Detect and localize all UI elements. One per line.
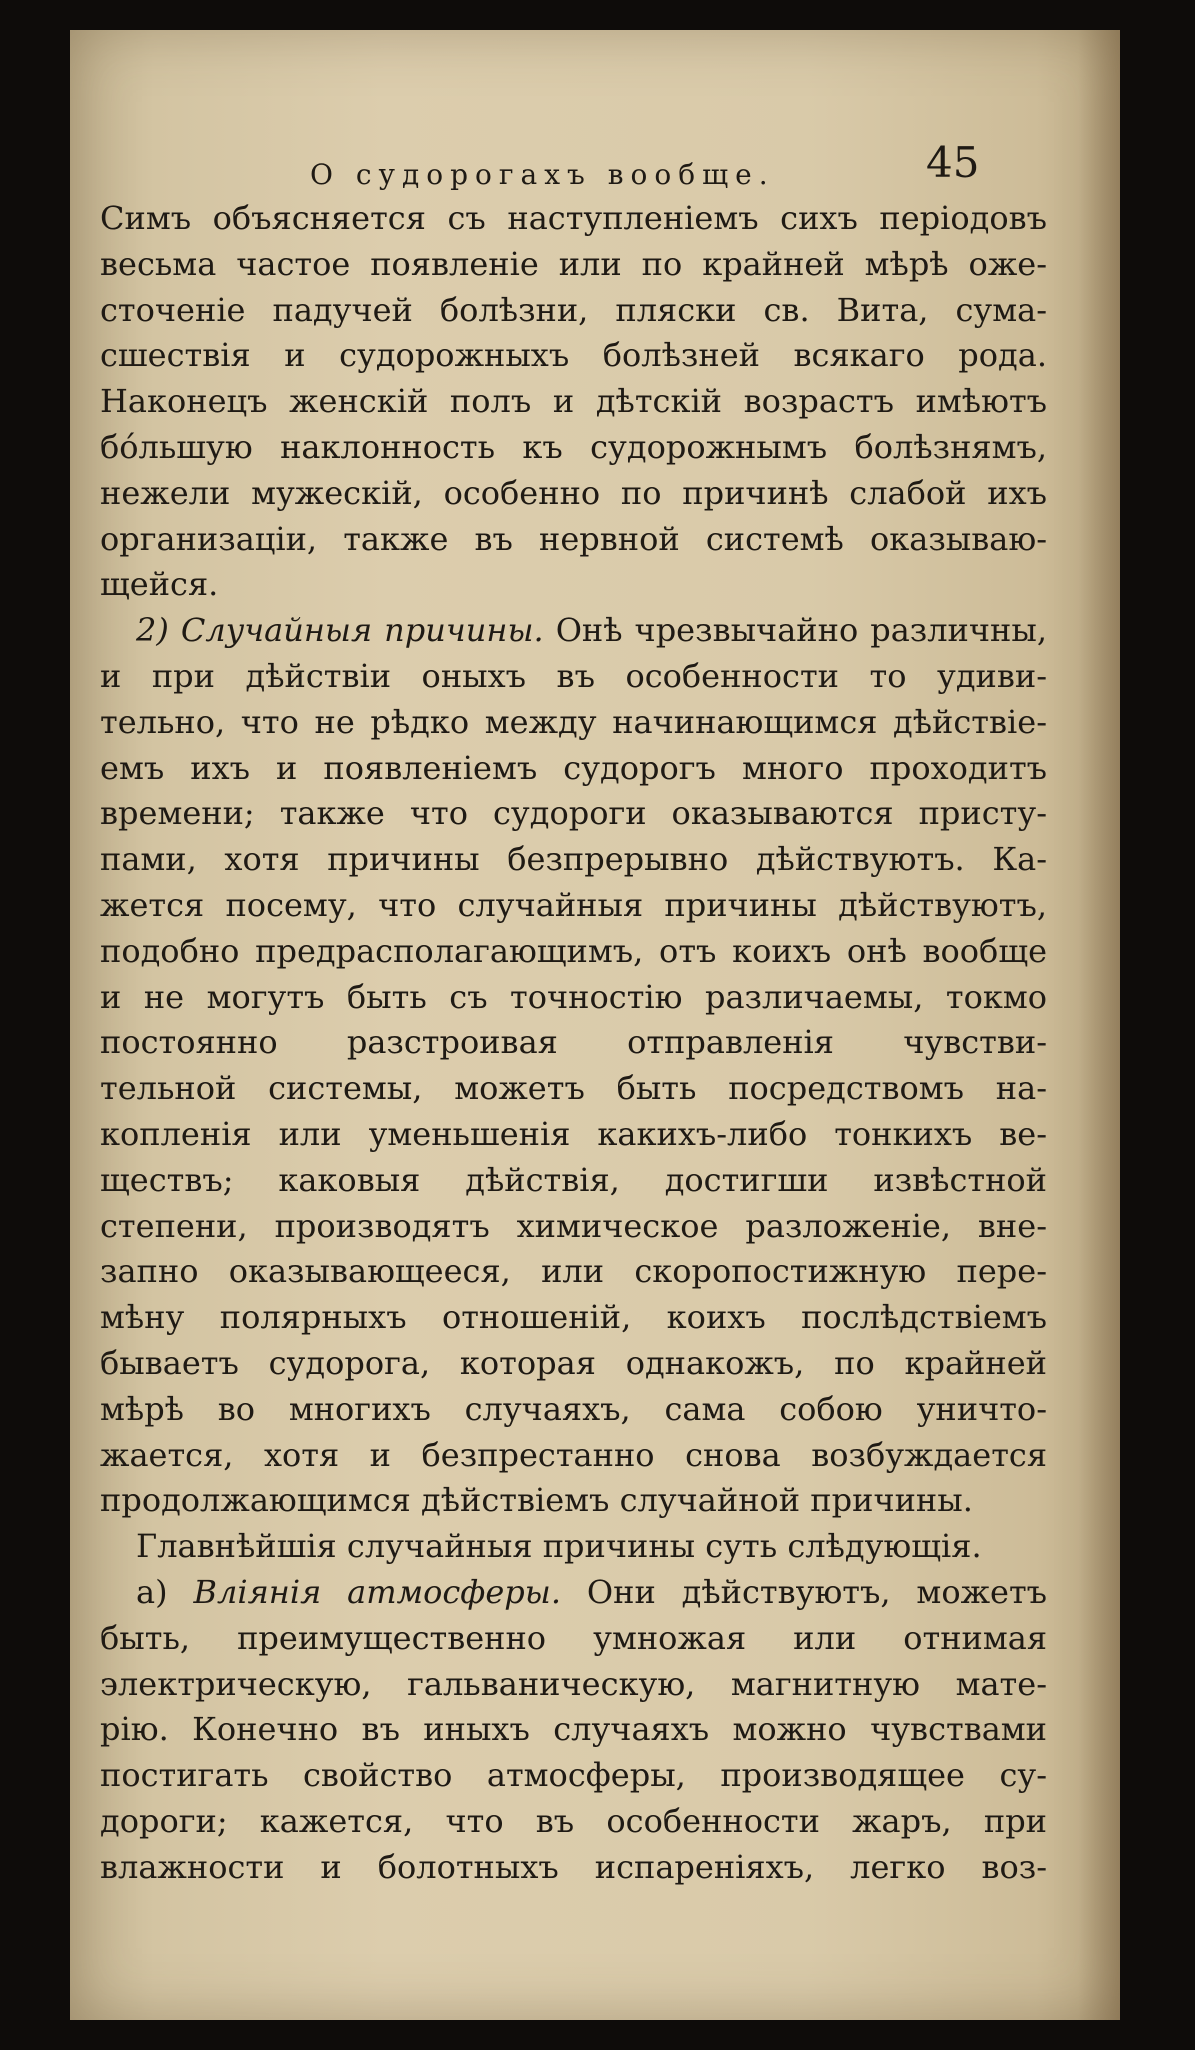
text-line: времени; также что судороги оказываются присту- [100,794,1047,833]
text-line: щейся. [100,565,219,604]
text-line: сточеніе падучей болѣзни, пляски св. Вита, сума- [100,290,1047,329]
text-line: бываетъ судорога, которая однакожъ, по крайней [100,1343,1047,1382]
lead-text: Онѣ чрезвычайно различны, [543,611,1048,650]
text-line: постигать свойство атмосферы, производящее су- [100,1756,1047,1795]
text-line: Симъ объясняется съ наступленіемъ сихъ періодовъ [100,199,1047,237]
running-head: О судорогахъ вообще. [310,158,775,191]
text-line: запно оказывающееся, или скоропостижную пере- [100,1252,1047,1291]
text-line: пами, хотя причины безпрерывно дѣйствуютъ. Ка- [100,840,1047,879]
text-line: и при дѣйствіи оныхъ въ особенности то удиви- [100,656,1047,695]
text-line: и не могутъ быть съ точностію различаемы, токмо [100,977,1047,1016]
text-line: быть, преимущественно умножая или отнимая [100,1618,1047,1657]
paragraph-4 [100,1570,1047,1891]
page-header [100,116,1047,196]
text-line: мѣну полярныхъ отношеній, коихъ послѣдствіемъ [100,1298,1047,1337]
text-line: копленія или уменьшенія какихъ-либо тонкихъ ве- [100,1114,1047,1153]
text-line: влажности и болотныхъ испареніяхъ, легко воз- [100,1847,1047,1886]
text-line: рію. Конечно въ иныхъ случаяхъ можно чувствами [100,1710,1047,1749]
text-line: тельно, что не рѣдко между начинающимся дѣйствіе- [100,702,1047,741]
list-marker: а) [136,1572,194,1611]
section-heading-italic: 2) Случайныя причины. [136,611,544,650]
lead-text: Они дѣйствуютъ, можетъ [561,1572,1048,1611]
text-line: емъ ихъ и появленіемъ судорогъ много проходитъ [100,748,1047,787]
text-line: Наконецъ женскій полъ и дѣтскій возрастъ имѣютъ [100,382,1047,421]
paragraph-1 [100,196,1047,608]
text-line: жается, хотя и безпрестанно снова возбуждается [100,1435,1047,1474]
paragraph-2 [100,608,1047,1524]
paragraph-lead-line [100,1570,1047,1616]
text-line: дороги; кажется, что въ особенности жаръ, при [100,1801,1047,1840]
text-line: организаціи, также въ нервной системѣ оказываю- [100,519,1047,558]
text-line: Главнѣйшія случайныя причины суть слѣдующія. [136,1527,982,1566]
text-line: подобно предрасполагающимъ, отъ коихъ онѣ вообще [100,931,1047,970]
paragraph-lead-line [100,608,1047,654]
text-line: сшествія и судорожныхъ болѣзней всякаго рода. [100,336,1047,375]
text-line: ществъ; каковыя дѣйствія, достигши извѣстной [100,1160,1047,1199]
paragraph-3 [100,1524,1047,1570]
page-number: 45 [926,138,980,187]
text-line: постоянно разстроивая отправленія чувстви- [100,1023,1047,1062]
text-line: степени, производятъ химическое разложеніе, вне- [100,1206,1047,1245]
text-line: продолжающимся дѣйствіемъ случайной причины. [100,1481,973,1520]
section-heading-italic: Вліянія атмосферы. [193,1572,561,1611]
text-line: бóльшую наклонность къ судорожнымъ болѣзнямъ, [100,427,1047,466]
page-text [100,116,1047,1890]
text-line: тельной системы, можетъ быть посредствомъ на- [100,1069,1047,1108]
text-line: мѣрѣ во многихъ случаяхъ, сама собою уничто- [100,1389,1047,1428]
text-line: нежели мужескій, особенно по причинѣ слабой ихъ [100,473,1047,512]
text-line: жется посему, что случайныя причины дѣйствуютъ, [100,885,1047,924]
text-line: весьма частое появленіе или по крайней мѣрѣ оже- [100,244,1047,283]
book-page [70,30,1120,2020]
text-line: электрическую, гальваническую, магнитную мате- [100,1664,1047,1703]
